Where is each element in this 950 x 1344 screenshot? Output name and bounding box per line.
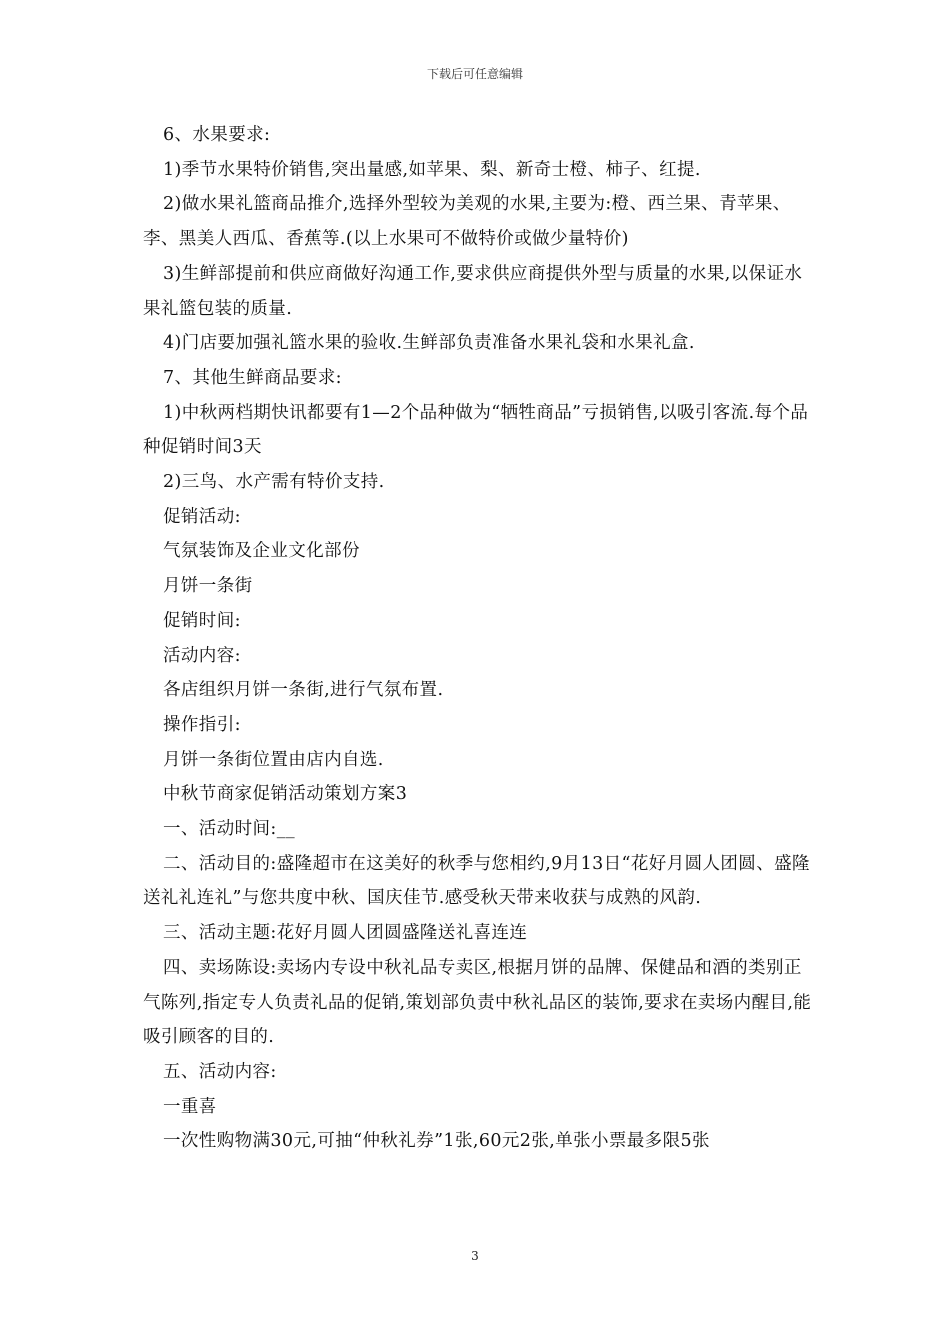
paragraph: 活动内容: [163, 645, 241, 666]
page-header: 下载后可任意编辑 [426, 67, 523, 81]
paragraph: 6、水果要求: [163, 125, 271, 145]
paragraph: 二、活动目的:盛隆超市在这美好的秋季与您相约,9月13日“花好月圆人团圆、盛隆送礼礼连礼”与您共度中秋、国庆佳节.感受秋天带来收获与成熟的风韵. [143, 853, 810, 909]
paragraph: 2)做水果礼篮商品推介,选择外型较为美观的水果,主要为:橙、西兰果、青苹果、李、黑美人西瓜、香蕉等.(以上水果可不做特价或做少量特价) [143, 194, 791, 250]
document-body [143, 118, 813, 1159]
paragraph: 月饼一条街位置由店内自选. [163, 749, 384, 770]
paragraph: 四、卖场陈设:卖场内专设中秋礼品专卖区,根据月饼的品牌、保健品和酒的类别正气陈列,指定专人负责礼品的促销,策划部负责中秋礼品区的装饰,要求在卖场内醒目,能吸引顾客的目的. [143, 957, 812, 1048]
paragraph: 7、其他生鲜商品要求: [163, 367, 342, 388]
page-number: 3 [471, 1249, 479, 1263]
paragraph: 操作指引: [163, 714, 241, 735]
paragraph: 三、活动主题:花好月圆人团圆盛隆送礼喜连连 [163, 923, 528, 944]
paragraph: 1)季节水果特价销售,突出量感,如苹果、梨、新奇士橙、柿子、红提. [163, 159, 701, 180]
paragraph: 4)门店要加强礼篮水果的验收.生鲜部负责准备水果礼袋和水果礼盒. [163, 333, 695, 354]
paragraph: 促销时间: [163, 610, 241, 631]
paragraph: 促销活动: [163, 506, 241, 527]
paragraph: 3)生鲜部提前和供应商做好沟通工作,要求供应商提供外型与质量的水果,以保证水果礼篮包装的质量. [143, 263, 803, 319]
paragraph: 气氛装饰及企业文化部份 [163, 541, 360, 562]
paragraph: 五、活动内容: [163, 1061, 277, 1082]
paragraph: 2)三鸟、水产需有特价支持. [163, 472, 385, 493]
paragraph: 中秋节商家促销活动策划方案3 [163, 784, 408, 805]
paragraph: 各店组织月饼一条街,进行气氛布置. [163, 680, 444, 701]
paragraph: 一重喜 [163, 1096, 217, 1117]
paragraph: 月饼一条街 [163, 576, 253, 597]
paragraph: 1)中秋两档期快讯都要有1—2个品种做为“牺牲商品”亏损销售,以吸引客流.每个品种促销时间3天 [143, 402, 809, 458]
paragraph: 一次性购物满30元,可抽“仲秋礼券”1张,60元2张,单张小票最多限5张 [163, 1131, 710, 1152]
paragraph: 一、活动时间:__ [163, 819, 295, 840]
